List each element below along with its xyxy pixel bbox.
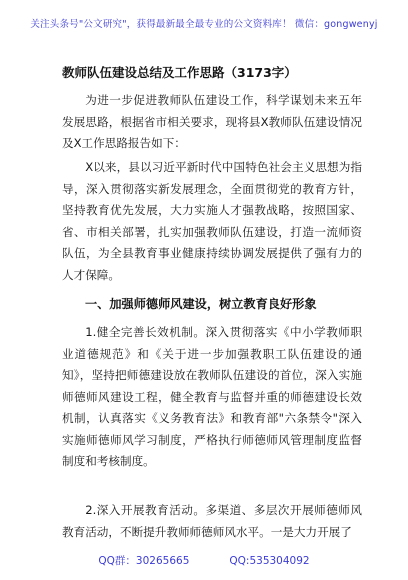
list-item: 2.深入开展教育活动。多渠道、多层次开展师德师风教育活动，不断提升教师师德师风水平。一是大力开展了 bbox=[62, 503, 362, 539]
qq-number-text: QQ:535304092 bbox=[229, 555, 310, 567]
intro-paragraph: 为进一步促进教师队伍建设工作，科学谋划未来五年发展思路，根据省市相关要求，现将县X教师队伍建设情况及X工作思路报告如下： bbox=[62, 93, 362, 150]
list-item: 1.健全完善长效机制。深入贯彻落实《中小学教师职业道德规范》和《关于进一步加强教职工队伍建设的通知》，坚持把师德建设放在教师队伍建设的首位，深入实施师德师风建设工程，健全教育与监督并重的师德建设长效机制，认真落实《义务教育法》和教育部"六条禁令"深入实施师德师风学习制度，严格执行师德师风管理制度监督制度和考核制度。 bbox=[62, 325, 362, 468]
overview-paragraph: X以来，县以习近平新时代中国特色社会主义思想为指导，深入贯彻落实新发展理念，全面贯彻党的教育方针，坚持教育优先发展，大力实施人才强教战略，按照国家、省、市相关部署，扎实加强教师队伍建设，打造一流师资队伍，为全县教育事业健康持续协调发展提供了强有力的人才保障。 bbox=[62, 160, 362, 282]
document-title: 教师队伍建设总结及工作思路（3173字） bbox=[62, 65, 297, 80]
footer-contact bbox=[0, 553, 408, 568]
qq-group-text: QQ群：30265665 bbox=[98, 555, 190, 567]
header-banner: 关注头条号"公文研究"，获得最新最全最专业的公文资料库！ 微信：gongwenyj bbox=[30, 19, 378, 30]
section-heading: 一、加强师德师风建设，树立教育良好形象 bbox=[85, 297, 317, 311]
